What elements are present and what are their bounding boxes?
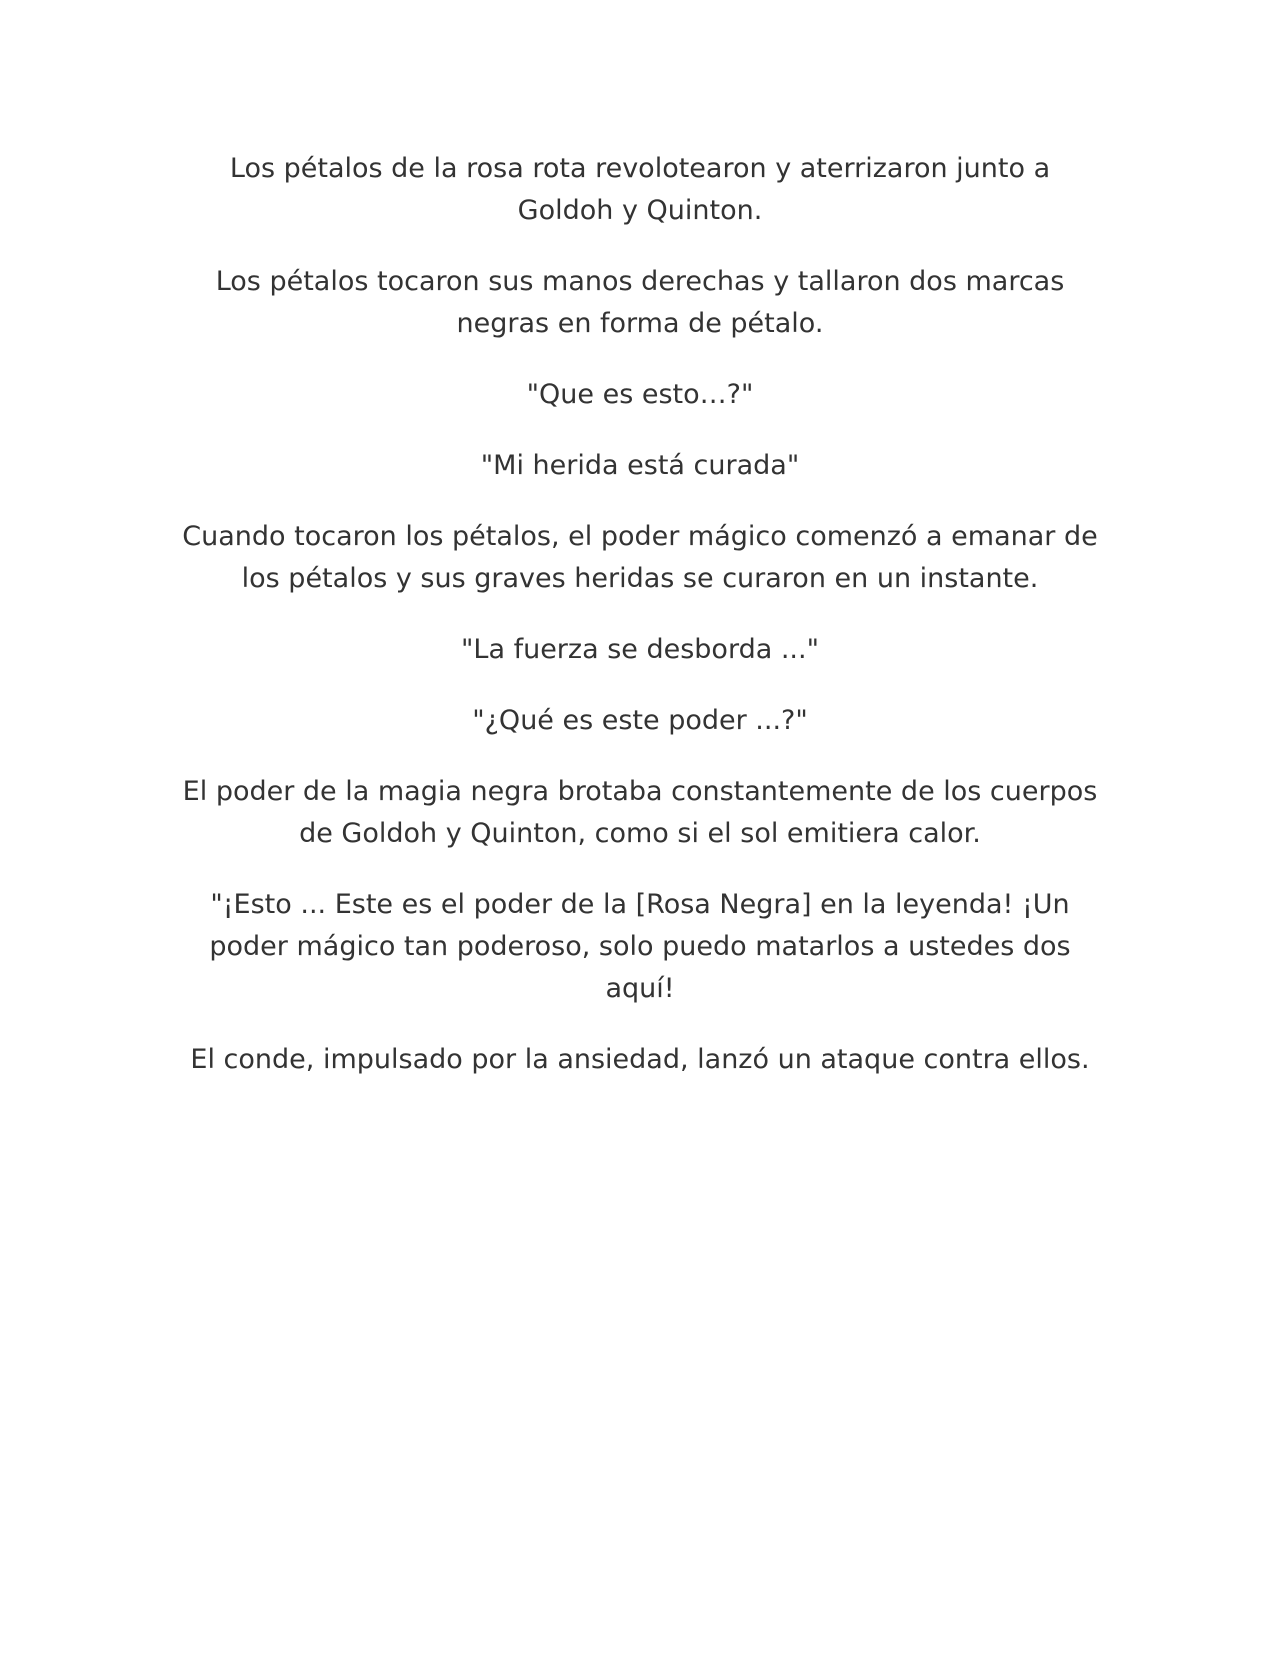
story-text: [180, 148, 1100, 1110]
dialogue-line: "Que es esto…?": [526, 379, 754, 410]
dialogue-line: "¡Esto ... Este es el poder de la [Rosa Negra] en la leyenda! ¡Un poder mágico tan poderoso, solo puedo matarlos a ustedes dos aquí!: [209, 889, 1071, 1004]
paragraph: Los pétalos tocaron sus manos derechas y tallaron dos marcas negras en forma de pétalo.: [215, 266, 1065, 339]
dialogue-line: "Mi herida está curada": [480, 450, 800, 481]
paragraph: El conde, impulsado por la ansiedad, lanzó un ataque contra ellos.: [190, 1044, 1090, 1075]
dialogue-line: "La fuerza se desborda ...": [460, 634, 819, 665]
dialogue-line: "¿Qué es este poder ...?": [472, 705, 808, 736]
paragraph: El poder de la magia negra brotaba constantemente de los cuerpos de Goldoh y Quinton, como si el sol emitiera calor.: [182, 776, 1098, 849]
paragraph: Los pétalos de la rosa rota revolotearon y aterrizaron junto a Goldoh y Quinton.: [229, 153, 1051, 226]
paragraph: Cuando tocaron los pétalos, el poder mágico comenzó a emanar de los pétalos y sus graves heridas se curaron en un instante.: [182, 521, 1098, 594]
